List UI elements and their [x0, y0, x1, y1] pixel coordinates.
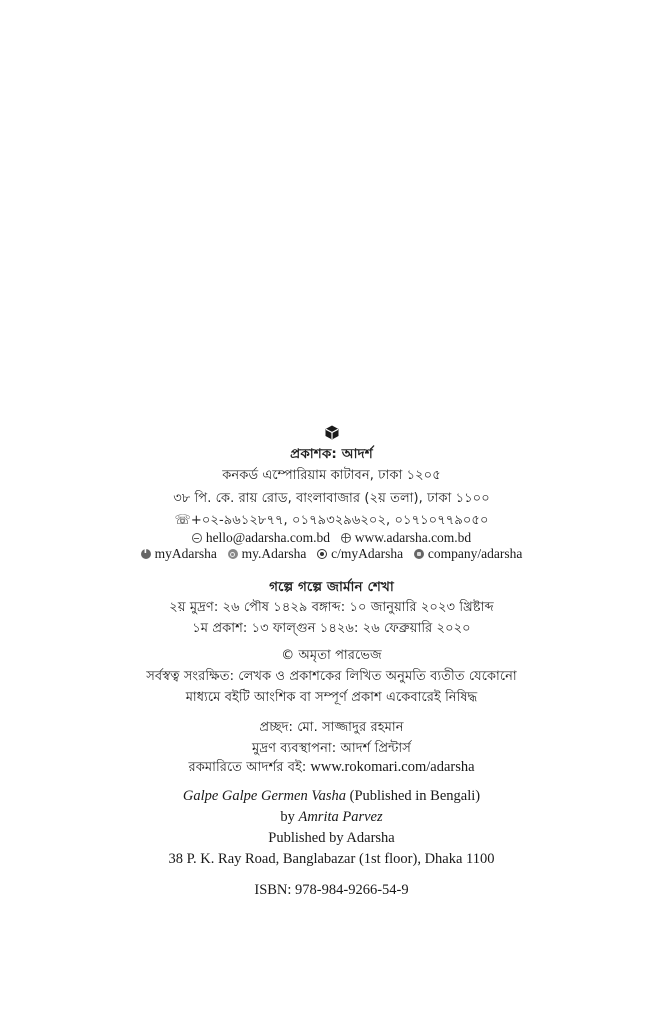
youtube-handle[interactable]: c/myAdarsha [331, 546, 404, 561]
author-line [0, 809, 663, 826]
by-label: by [280, 809, 295, 825]
facebook-icon [141, 549, 151, 559]
rokomari-label: রকমারিতে আদর্শর বই: [188, 760, 307, 775]
phone-line [0, 511, 663, 532]
youtube-icon [317, 549, 327, 559]
address-line-1: কনকর্ড এম্পোরিয়াম কাটাবন, ঢাকা ১২০৫ [222, 468, 441, 483]
phone-icon: ☏ [174, 513, 191, 528]
print-management: মুদ্রণ ব্যবস্থাপনা: আদর্শ প্রিন্টার্স [252, 741, 411, 756]
phone-numbers: +০২-৯৬১২৮৭৭, ০১৭৯৩২৯৬২০২, ০১৭১০৭৭৯০৫০ [190, 513, 489, 528]
linkedin-handle[interactable]: company/adarsha [427, 546, 523, 561]
facebook-handle[interactable]: myAdarsha [154, 546, 217, 561]
rights-reserved-line-1: সর্বস্বত্ব সংরক্ষিত: লেখক ও প্রকাশকের লিখিত অনুমতি ব্যতীত যেকোনো [146, 669, 517, 684]
second-print-info: ২য় মুদ্রণ: ২৬ পৌষ ১৪২৯ বঙ্গাব্দ: ১০ জানুয়ারি ২০২৩ খ্রিষ্টাব্দ [169, 600, 494, 615]
english-title: Galpe Galpe Germen Vasha [182, 788, 346, 804]
social-line [0, 546, 663, 562]
cover-designer: প্রচ্ছদ: মো. সাজ্জাদুর রহমান [259, 720, 404, 735]
copyright-holder: © অমৃতা পারভেজ [281, 648, 382, 663]
first-edition-info: ১ম প্রকাশ: ১৩ ফাল্গুন ১৪২৬: ২৬ ফেব্রুয়ারি ২০২০ [192, 621, 471, 636]
contact-line [0, 530, 663, 546]
english-title-line [0, 788, 663, 805]
author-name: Amrita Parvez [298, 809, 383, 825]
instagram-handle[interactable]: my.Adarsha [241, 546, 307, 561]
email-link[interactable]: hello@adarsha.com.bd [205, 530, 330, 545]
isbn: ISBN: 978-984-9266-54-9 [254, 882, 409, 898]
address-line-2: ৩৮ পি. কে. রায় রোড, বাংলাবাজার (২য় তলা), ঢাকা ১১০০ [173, 491, 490, 506]
published-by: Published by Adarsha [268, 830, 395, 846]
instagram-icon [228, 549, 238, 559]
rokomari-link[interactable]: www.rokomari.com/adarsha [310, 759, 475, 775]
rokomari-line [0, 758, 663, 779]
english-address: 38 P. K. Ray Road, Banglabazar (1st floor), Dhaka 1100 [168, 851, 495, 867]
publisher-heading: প্রকাশক: আদর্শ [290, 446, 373, 462]
adarsha-logo-icon [325, 425, 339, 440]
rights-reserved-line-2: মাধ্যমে বইটি আংশিক বা সম্পূর্ণ প্রকাশ একেবারেই নিষিদ্ধ [185, 690, 478, 705]
book-title-bengali: গল্পে গল্পে জার্মান শেখা [269, 579, 394, 595]
globe-icon [341, 533, 351, 543]
website-link[interactable]: www.adarsha.com.bd [354, 530, 472, 545]
linkedin-icon [414, 549, 424, 559]
email-icon [192, 533, 202, 543]
english-title-suffix: (Published in Bengali) [349, 788, 481, 804]
